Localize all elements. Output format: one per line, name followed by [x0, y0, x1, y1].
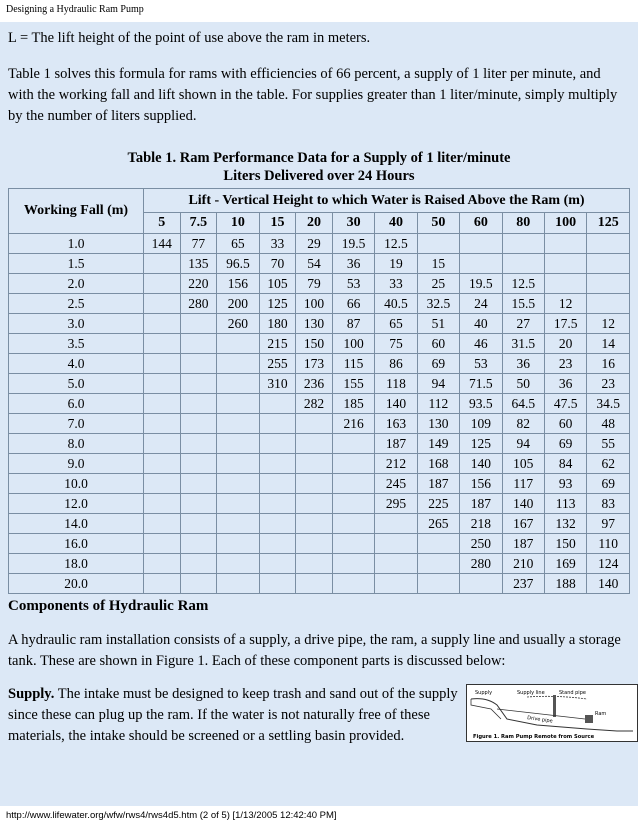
table-cell: 51 — [417, 314, 459, 334]
table-cell — [144, 514, 181, 534]
table-cell: 96.5 — [217, 254, 259, 274]
table-cell — [217, 514, 259, 534]
table-cell — [144, 534, 181, 554]
table-cell: 215 — [259, 334, 296, 354]
paragraph-supply — [8, 684, 460, 747]
page-title: Designing a Hydraulic Ram Pump — [6, 4, 144, 15]
table-row — [9, 414, 630, 434]
table-cell: 34.5 — [587, 394, 630, 414]
table-row — [9, 354, 630, 374]
table-cell: 54 — [296, 254, 333, 274]
table-cell — [180, 394, 217, 414]
figure-caption: Figure 1. Ram Pump Remote from Source — [473, 734, 595, 740]
table-cell — [180, 374, 217, 394]
table-cell: 216 — [332, 414, 374, 434]
table-cell: 79 — [296, 274, 333, 294]
table-cell — [217, 494, 259, 514]
table-cell: 24 — [460, 294, 502, 314]
fall-cell: 7.0 — [9, 414, 144, 434]
ram-performance-table — [8, 188, 630, 594]
table-cell: 118 — [375, 374, 417, 394]
table-cell — [417, 574, 459, 594]
table-cell: 25 — [417, 274, 459, 294]
lift-column-header: 5 — [144, 213, 181, 234]
fall-cell: 9.0 — [9, 454, 144, 474]
table-cell: 130 — [296, 314, 333, 334]
table-cell — [296, 414, 333, 434]
lift-column-header: 20 — [296, 213, 333, 234]
table-cell — [217, 354, 259, 374]
fall-cell: 18.0 — [9, 554, 144, 574]
table-cell: 260 — [217, 314, 259, 334]
table-cell: 46 — [460, 334, 502, 354]
table-cell: 100 — [296, 294, 333, 314]
fall-cell: 10.0 — [9, 474, 144, 494]
table-cell: 113 — [544, 494, 586, 514]
table-body — [9, 234, 630, 594]
table-cell — [144, 474, 181, 494]
table-cell: 12 — [587, 314, 630, 334]
table-cell — [144, 294, 181, 314]
table-cell — [144, 254, 181, 274]
table-cell — [502, 254, 544, 274]
table-cell — [544, 254, 586, 274]
table-caption-line2: Liters Delivered over 24 Hours — [223, 168, 415, 184]
table-cell — [144, 414, 181, 434]
table-cell — [259, 534, 296, 554]
table-cell: 23 — [587, 374, 630, 394]
document-content — [8, 26, 630, 747]
table-cell — [259, 494, 296, 514]
table-cell: 17.5 — [544, 314, 586, 334]
table-cell: 75 — [375, 334, 417, 354]
fall-cell: 2.5 — [9, 294, 144, 314]
table-cell: 69 — [417, 354, 459, 374]
table-cell — [417, 234, 459, 254]
table-cell: 150 — [544, 534, 586, 554]
table-cell: 210 — [502, 554, 544, 574]
table-cell: 40.5 — [375, 294, 417, 314]
table-cell — [460, 574, 502, 594]
table-cell — [144, 434, 181, 454]
table-cell: 86 — [375, 354, 417, 374]
table-cell — [296, 574, 333, 594]
fall-cell: 6.0 — [9, 394, 144, 414]
lift-column-header: 60 — [460, 213, 502, 234]
table-cell — [375, 514, 417, 534]
table-cell — [217, 434, 259, 454]
fall-cell: 12.0 — [9, 494, 144, 514]
table-cell: 280 — [460, 554, 502, 574]
table-cell: 36 — [502, 354, 544, 374]
table-cell — [375, 534, 417, 554]
table-row — [9, 314, 630, 334]
table-cell: 69 — [587, 474, 630, 494]
table-cell: 55 — [587, 434, 630, 454]
table-cell: 237 — [502, 574, 544, 594]
paragraph-table-intro: Table 1 solves this formula for rams with efficiencies of 66 percent, a supply of 1 liter per minute, and with the working fall and lift shown in the table. For supplies greater than 1 liter/minute, simply multiply by the number of liters supplied. — [8, 66, 618, 124]
table-cell — [217, 454, 259, 474]
lift-column-header: 7.5 — [180, 213, 217, 234]
fall-cell: 5.0 — [9, 374, 144, 394]
table-cell: 109 — [460, 414, 502, 434]
table-cell — [144, 334, 181, 354]
table-cell: 12.5 — [375, 234, 417, 254]
table-cell: 310 — [259, 374, 296, 394]
lift-column-header: 80 — [502, 213, 544, 234]
lift-column-header: 40 — [375, 213, 417, 234]
table-row — [9, 394, 630, 414]
table-cell: 130 — [417, 414, 459, 434]
table-row — [9, 374, 630, 394]
table-cell — [144, 454, 181, 474]
table-cell — [587, 254, 630, 274]
table-cell — [144, 494, 181, 514]
fall-cell: 16.0 — [9, 534, 144, 554]
lift-column-header: 30 — [332, 213, 374, 234]
table-cell — [180, 454, 217, 474]
table-cell: 149 — [417, 434, 459, 454]
fall-cell: 3.0 — [9, 314, 144, 334]
table-cell: 36 — [332, 254, 374, 274]
table-cell: 60 — [417, 334, 459, 354]
table-cell: 64.5 — [502, 394, 544, 414]
table-cell — [296, 494, 333, 514]
table-row — [9, 534, 630, 554]
table-cell: 105 — [502, 454, 544, 474]
figure-label-drive-pipe: Drive pipe — [526, 715, 554, 725]
table-cell: 187 — [460, 494, 502, 514]
table-cell: 187 — [375, 434, 417, 454]
table-cell — [587, 294, 630, 314]
fall-cell: 3.5 — [9, 334, 144, 354]
table-cell — [217, 474, 259, 494]
table-cell — [460, 234, 502, 254]
table-cell — [180, 514, 217, 534]
table-cell: 16 — [587, 354, 630, 374]
table-cell: 105 — [259, 274, 296, 294]
table-row — [9, 434, 630, 454]
table-cell — [587, 274, 630, 294]
table-cell — [332, 454, 374, 474]
table-cell — [375, 574, 417, 594]
table-cell — [144, 574, 181, 594]
table-row — [9, 554, 630, 574]
table-cell: 180 — [259, 314, 296, 334]
table-cell: 23 — [544, 354, 586, 374]
table-cell: 19.5 — [332, 234, 374, 254]
lift-column-header: 10 — [217, 213, 259, 234]
table-cell: 53 — [332, 274, 374, 294]
table-cell — [217, 534, 259, 554]
table-cell — [259, 414, 296, 434]
lift-column-header: 125 — [587, 213, 630, 234]
table-cell: 53 — [460, 354, 502, 374]
table-cell — [180, 494, 217, 514]
table-cell: 29 — [296, 234, 333, 254]
table-cell: 212 — [375, 454, 417, 474]
page-footer — [0, 806, 638, 826]
table-cell — [332, 554, 374, 574]
table-cell: 69 — [544, 434, 586, 454]
table-cell: 236 — [296, 374, 333, 394]
table-cell: 36 — [544, 374, 586, 394]
table-row — [9, 454, 630, 474]
table-row — [9, 254, 630, 274]
table-cell — [217, 414, 259, 434]
table-row — [9, 294, 630, 314]
table-row — [9, 514, 630, 534]
supply-label: Supply. — [8, 686, 55, 702]
table-cell: 115 — [332, 354, 374, 374]
table-cell: 65 — [375, 314, 417, 334]
table-cell: 173 — [296, 354, 333, 374]
table-cell: 93 — [544, 474, 586, 494]
table-cell: 15 — [417, 254, 459, 274]
table-cell — [296, 474, 333, 494]
table-cell — [180, 534, 217, 554]
table-cell: 168 — [417, 454, 459, 474]
table-cell: 40 — [460, 314, 502, 334]
figure-label-supply: Supply — [475, 690, 493, 696]
table-cell: 19 — [375, 254, 417, 274]
table-cell — [180, 574, 217, 594]
table-cell — [144, 394, 181, 414]
table-cell: 156 — [460, 474, 502, 494]
table-cell: 185 — [332, 394, 374, 414]
table-cell: 117 — [502, 474, 544, 494]
table-cell: 140 — [375, 394, 417, 414]
fall-cell: 14.0 — [9, 514, 144, 534]
table-cell — [180, 434, 217, 454]
table-cell: 140 — [587, 574, 630, 594]
table-cell: 112 — [417, 394, 459, 414]
table-cell — [375, 554, 417, 574]
table-cell — [296, 454, 333, 474]
table-cell — [144, 354, 181, 374]
fall-cell: 1.0 — [9, 234, 144, 254]
table-cell: 94 — [502, 434, 544, 454]
table-cell: 245 — [375, 474, 417, 494]
working-fall-header: Working Fall (m) — [9, 189, 144, 234]
table-cell — [332, 494, 374, 514]
table-cell: 47.5 — [544, 394, 586, 414]
table-cell: 110 — [587, 534, 630, 554]
table-cell: 12.5 — [502, 274, 544, 294]
figure-label-stand-pipe: Stand pipe — [559, 690, 586, 696]
table-cell — [417, 554, 459, 574]
table-cell: 125 — [460, 434, 502, 454]
lift-column-header: 50 — [417, 213, 459, 234]
table-cell: 132 — [544, 514, 586, 534]
table-cell — [296, 554, 333, 574]
table-cell: 33 — [375, 274, 417, 294]
table-cell — [180, 414, 217, 434]
table-cell — [217, 554, 259, 574]
table-cell: 20 — [544, 334, 586, 354]
supply-text: The intake must be designed to keep trash and sand out of the supply since these can plug up the ram. If the water is not naturally free of these materials, the intake should be screened or a settling basin provided. — [8, 686, 458, 744]
table-cell — [259, 514, 296, 534]
table-cell: 50 — [502, 374, 544, 394]
table-cell — [332, 474, 374, 494]
fall-cell: 20.0 — [9, 574, 144, 594]
table-cell: 93.5 — [460, 394, 502, 414]
fall-cell: 8.0 — [9, 434, 144, 454]
table-cell: 33 — [259, 234, 296, 254]
table-cell: 265 — [417, 514, 459, 534]
table-cell: 218 — [460, 514, 502, 534]
table-cell: 15.5 — [502, 294, 544, 314]
table-cell — [217, 574, 259, 594]
figure-label-ram: Ram — [595, 711, 607, 717]
table-cell — [259, 434, 296, 454]
table-cell — [460, 254, 502, 274]
supply-section — [8, 684, 630, 747]
table-cell: 280 — [180, 294, 217, 314]
table-cell — [217, 394, 259, 414]
table-cell — [180, 554, 217, 574]
table-cell — [180, 354, 217, 374]
table-cell: 60 — [544, 414, 586, 434]
table-cell: 187 — [502, 534, 544, 554]
footer-url: http://www.lifewater.org/wfw/rws4/rws4d5.htm (2 of 5) [1/13/2005 12:42:40 PM] — [6, 810, 337, 821]
table-cell — [144, 554, 181, 574]
table-cell: 94 — [417, 374, 459, 394]
table-cell — [144, 274, 181, 294]
table-cell: 282 — [296, 394, 333, 414]
table-cell: 150 — [296, 334, 333, 354]
table-cell: 135 — [180, 254, 217, 274]
table-caption-line1: Table 1. Ram Performance Data for a Supply of 1 liter/minute — [127, 150, 511, 166]
ram-pump-diagram-image — [467, 685, 637, 741]
table-cell: 187 — [417, 474, 459, 494]
table-cell — [332, 514, 374, 534]
table-cell: 14 — [587, 334, 630, 354]
paragraph-lift-definition: L = The lift height of the point of use above the ram in meters. — [8, 30, 371, 46]
fall-cell: 2.0 — [9, 274, 144, 294]
table-cell: 70 — [259, 254, 296, 274]
table-cell — [259, 554, 296, 574]
table-cell — [417, 534, 459, 554]
table-cell: 84 — [544, 454, 586, 474]
fall-cell: 1.5 — [9, 254, 144, 274]
table-cell — [259, 474, 296, 494]
table-cell: 66 — [332, 294, 374, 314]
table-row — [9, 334, 630, 354]
figure-ram-pump — [466, 684, 638, 742]
table-cell: 188 — [544, 574, 586, 594]
table-cell: 169 — [544, 554, 586, 574]
table-cell — [259, 454, 296, 474]
table-cell: 62 — [587, 454, 630, 474]
table-cell — [502, 234, 544, 254]
table-cell: 12 — [544, 294, 586, 314]
table-caption — [8, 149, 630, 185]
table-cell — [144, 374, 181, 394]
table-cell: 295 — [375, 494, 417, 514]
table-cell — [180, 474, 217, 494]
table-row — [9, 234, 630, 254]
table-cell: 19.5 — [460, 274, 502, 294]
lift-column-header: 15 — [259, 213, 296, 234]
table-cell — [544, 274, 586, 294]
table-cell: 32.5 — [417, 294, 459, 314]
table-cell — [332, 574, 374, 594]
table-cell: 97 — [587, 514, 630, 534]
page-header — [0, 0, 638, 22]
table-cell: 124 — [587, 554, 630, 574]
fall-cell: 4.0 — [9, 354, 144, 374]
table-cell: 100 — [332, 334, 374, 354]
table-cell: 163 — [375, 414, 417, 434]
table-cell — [259, 574, 296, 594]
figure-label-supply-line: Supply line — [517, 690, 545, 696]
table-cell: 83 — [587, 494, 630, 514]
table-cell — [180, 314, 217, 334]
table-cell: 71.5 — [460, 374, 502, 394]
table-cell: 77 — [180, 234, 217, 254]
table-row — [9, 474, 630, 494]
table-cell: 82 — [502, 414, 544, 434]
table-cell: 65 — [217, 234, 259, 254]
table-cell: 48 — [587, 414, 630, 434]
table-cell — [217, 334, 259, 354]
table-cell: 87 — [332, 314, 374, 334]
table-cell: 220 — [180, 274, 217, 294]
table-cell — [332, 434, 374, 454]
table-cell — [296, 534, 333, 554]
table-cell: 140 — [460, 454, 502, 474]
table-cell: 27 — [502, 314, 544, 334]
table-cell — [332, 534, 374, 554]
section-heading-components: Components of Hydraulic Ram — [8, 598, 209, 614]
table-cell — [544, 234, 586, 254]
table-cell — [144, 314, 181, 334]
table-cell: 144 — [144, 234, 181, 254]
lift-column-header: 100 — [544, 213, 586, 234]
table-cell — [259, 394, 296, 414]
table-cell — [296, 514, 333, 534]
table-cell: 155 — [332, 374, 374, 394]
table-row — [9, 494, 630, 514]
table-cell: 200 — [217, 294, 259, 314]
table-row — [9, 574, 630, 594]
lift-header: Lift - Vertical Height to which Water is Raised Above the Ram (m) — [144, 189, 630, 213]
table-cell — [587, 234, 630, 254]
table-cell: 31.5 — [502, 334, 544, 354]
table-cell — [217, 374, 259, 394]
table-row — [9, 274, 630, 294]
table-cell: 156 — [217, 274, 259, 294]
table-cell: 125 — [259, 294, 296, 314]
table-cell: 167 — [502, 514, 544, 534]
table-cell: 255 — [259, 354, 296, 374]
table-cell: 225 — [417, 494, 459, 514]
table-cell: 140 — [502, 494, 544, 514]
table-cell — [180, 334, 217, 354]
table-cell: 250 — [460, 534, 502, 554]
paragraph-installation: A hydraulic ram installation consists of a supply, a drive pipe, the ram, a supply line and usually a storage tank. These are shown in Figure 1. Each of these component parts is discussed below: — [8, 632, 621, 669]
table-cell — [296, 434, 333, 454]
